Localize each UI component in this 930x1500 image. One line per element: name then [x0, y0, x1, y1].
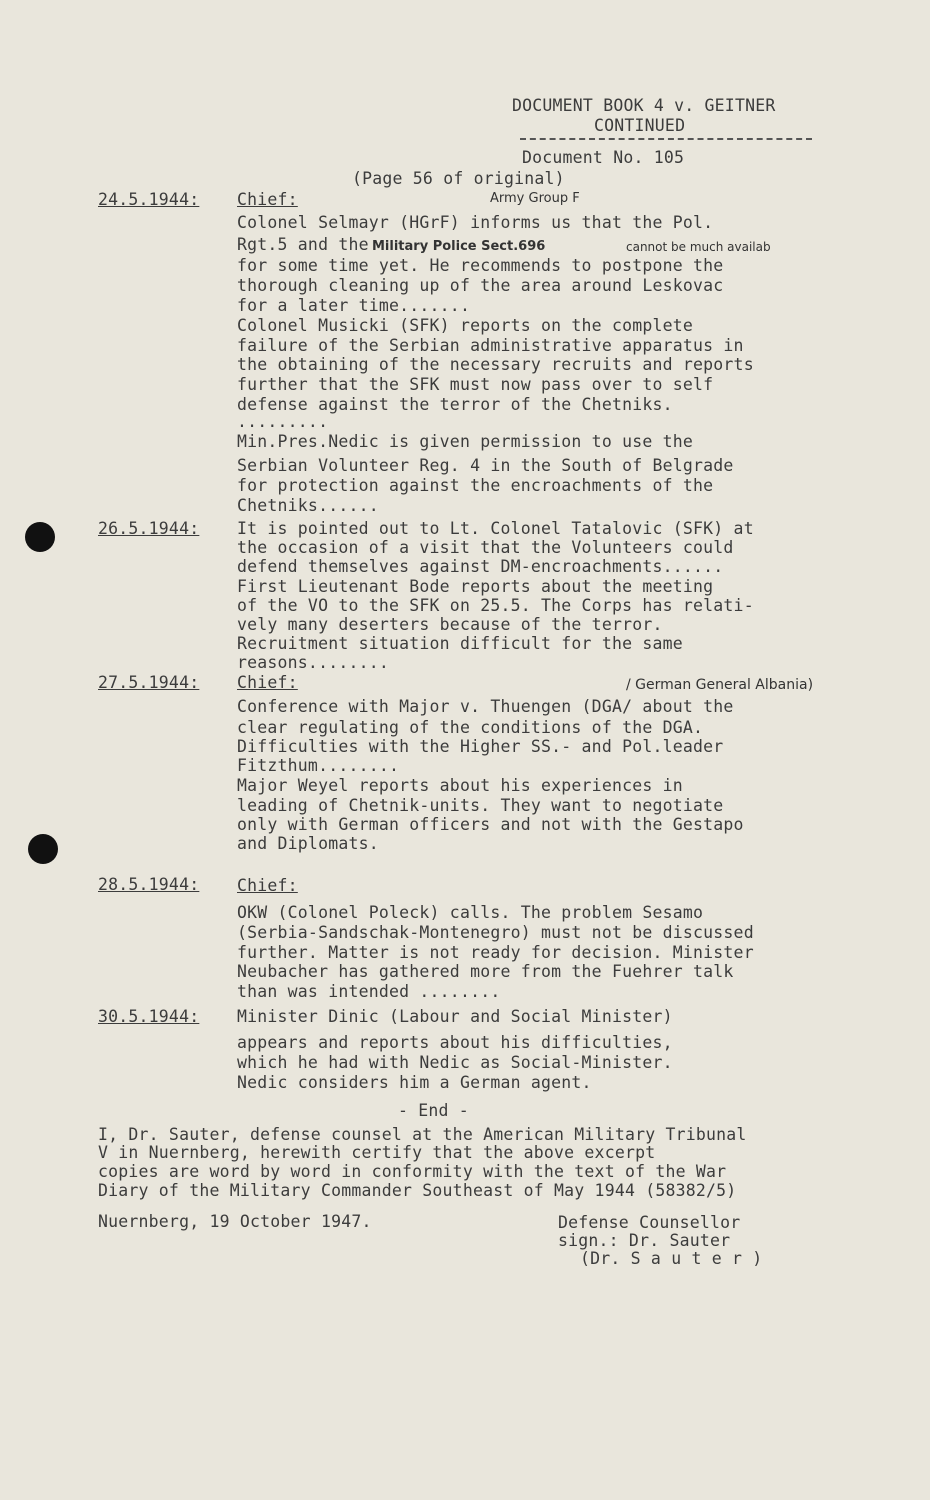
- entry-line: Recruitment situation difficult for the same: [237, 634, 683, 653]
- header-dashed-rule: [520, 138, 812, 140]
- entry-line: reasons........: [237, 653, 390, 672]
- entry-line: Difficulties with the Higher SS.- and Pol.leader: [237, 737, 724, 756]
- entry-chief: Chief:: [237, 673, 298, 692]
- entry-line: It is pointed out to Lt. Colonel Tatalovic (SFK) at: [237, 519, 754, 538]
- end-marker: - End -: [398, 1101, 469, 1120]
- entry-line: Conference with Major v. Thuengen (DGA/ about the: [237, 697, 734, 716]
- entry-line: OKW (Colonel Poleck) calls. The problem Sesamo: [237, 903, 704, 922]
- document-book-title: DOCUMENT BOOK 4 v. GEITNER: [512, 96, 776, 115]
- entry-line: and Diplomats.: [237, 834, 379, 853]
- entry-line: appears and reports about his difficulties,: [237, 1033, 673, 1052]
- entry-line: for a later time.......: [237, 296, 471, 315]
- entry-line: Major Weyel reports about his experiences in: [237, 776, 683, 795]
- signature-name: (Dr. S a u t e r ): [580, 1249, 763, 1268]
- entry-line: Minister Dinic (Labour and Social Minister): [237, 1007, 673, 1026]
- punch-hole: [28, 834, 58, 864]
- document-number: Document No. 105: [522, 148, 685, 167]
- entry-line: Rgt.5 and the: [237, 235, 369, 254]
- entry-date: 28.5.1944:: [98, 875, 200, 894]
- entry-line: leading of Chetnik-units. They want to negotiate: [237, 796, 724, 815]
- entry-line: for some time yet. He recommends to postpone the: [237, 256, 724, 275]
- entry-line: only with German officers and not with the Gestapo: [237, 815, 744, 834]
- inserted-military-police: Military Police Sect.696: [372, 239, 546, 254]
- entry-line: of the VO to the SFK on 25.5. The Corps has relati-: [237, 596, 754, 615]
- entry-line: further. Matter is not ready for decision. Minister: [237, 943, 754, 962]
- entry-line: than was intended ........: [237, 982, 501, 1001]
- continued-label: CONTINUED: [594, 116, 686, 135]
- entry-line: .........: [237, 412, 329, 431]
- entry-line: thorough cleaning up of the area around Leskovac: [237, 276, 724, 295]
- entry-line: further that the SFK must now pass over to self: [237, 375, 714, 394]
- entry-line: clear regulating of the conditions of the DGA.: [237, 718, 704, 737]
- entry-line: the occasion of a visit that the Volunteers could: [237, 538, 734, 557]
- entry-line: Fitzthum........: [237, 756, 400, 775]
- handwritten-german-general: / German General Albania): [626, 677, 814, 693]
- inserted-availability: cannot be much availab: [626, 240, 771, 254]
- entry-date: 30.5.1944:: [98, 1007, 200, 1026]
- entry-line: defend themselves against DM-encroachments......: [237, 557, 724, 576]
- entry-date: 27.5.1944:: [98, 673, 200, 692]
- page-reference: (Page 56 of original): [352, 169, 565, 188]
- entry-line: Colonel Selmayr (HGrF) informs us that the Pol.: [237, 213, 714, 232]
- entry-line: Min.Pres.Nedic is given permission to use the: [237, 432, 694, 451]
- handwritten-army-group: Army Group F: [490, 191, 580, 206]
- certification-line: Diary of the Military Commander Southeast of May 1944 (58382/5): [98, 1181, 737, 1200]
- certification-line: V in Nuernberg, herewith certify that the above excerpt: [98, 1143, 656, 1162]
- entry-line: which he had with Nedic as Social-Minister.: [237, 1053, 673, 1072]
- entry-line: for protection against the encroachments of the: [237, 476, 714, 495]
- entry-line: the obtaining of the necessary recruits and reports: [237, 355, 754, 374]
- entry-line: (Serbia-Sandschak-Montenegro) must not be discussed: [237, 923, 754, 942]
- entry-chief: Chief:: [237, 190, 298, 209]
- certification-line: I, Dr. Sauter, defense counsel at the American Military Tribunal: [98, 1125, 747, 1144]
- entry-chief: Chief:: [237, 876, 298, 895]
- entry-line: Serbian Volunteer Reg. 4 in the South of Belgrade: [237, 456, 734, 475]
- entry-line: Colonel Musicki (SFK) reports on the complete: [237, 316, 694, 335]
- entry-line: defense against the terror of the Chetniks.: [237, 395, 673, 414]
- entry-line: Chetniks......: [237, 496, 379, 515]
- entry-line: First Lieutenant Bode reports about the meeting: [237, 577, 714, 596]
- punch-hole: [25, 522, 55, 552]
- place-date: Nuernberg, 19 October 1947.: [98, 1212, 372, 1231]
- entry-line: Neubacher has gathered more from the Fuehrer talk: [237, 962, 734, 981]
- entry-line: failure of the Serbian administrative apparatus in: [237, 336, 744, 355]
- entry-line: vely many deserters because of the terror.: [237, 615, 663, 634]
- signature-sign: sign.: Dr. Sauter: [558, 1231, 731, 1250]
- certification-line: copies are word by word in conformity with the text of the War: [98, 1162, 727, 1181]
- entry-date: 26.5.1944:: [98, 519, 200, 538]
- entry-line: Nedic considers him a German agent.: [237, 1073, 592, 1092]
- entry-date: 24.5.1944:: [98, 190, 200, 209]
- signature-title: Defense Counsellor: [558, 1213, 741, 1232]
